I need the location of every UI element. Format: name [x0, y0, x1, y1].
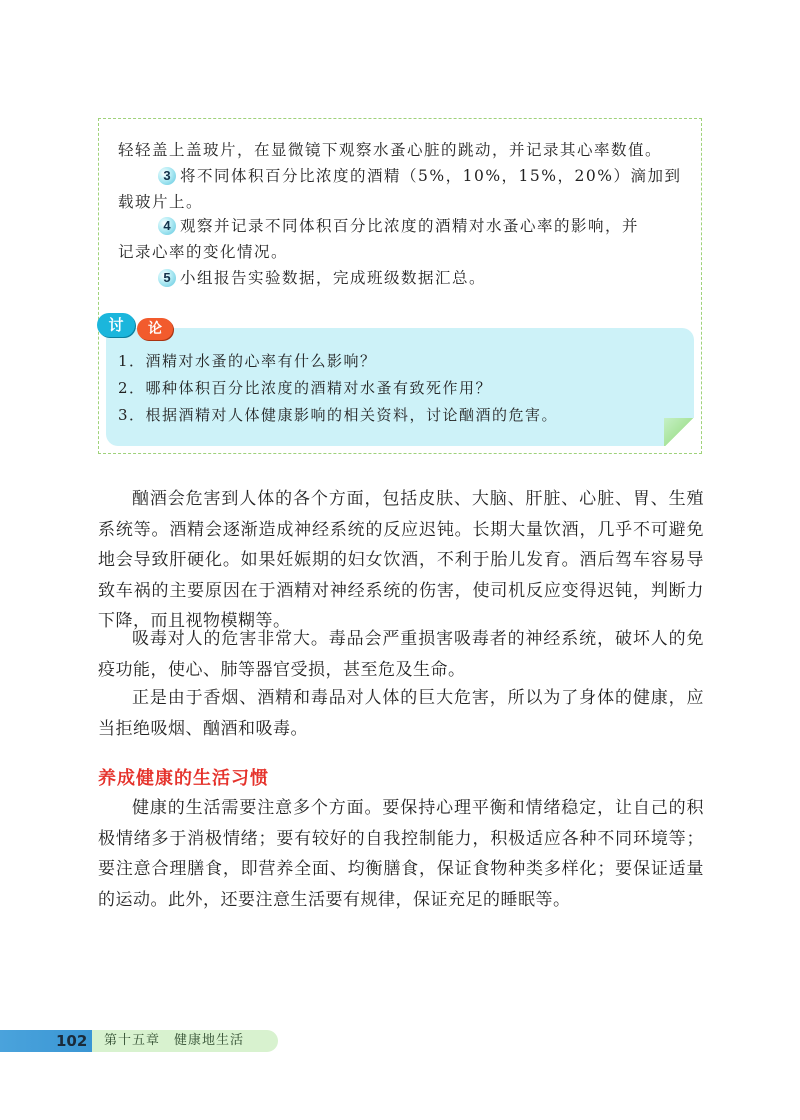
body-paragraph-drugs: 吸毒对人的危害非常大。毒品会严重损害吸毒者的神经系统，破坏人的免疫功能，使心、肺等器官受损，甚至危及生命。	[98, 629, 704, 679]
discussion-question-2: 2．哪种体积百分比浓度的酒精对水蚤有致死作用？	[118, 379, 493, 397]
discussion-question-3: 3．根据酒精对人体健康影响的相关资料，讨论酗酒的危害。	[118, 406, 559, 424]
step-number-badge: 3	[158, 167, 176, 185]
discussion-label-bubble-2: 论	[137, 318, 173, 340]
body-paragraph-conclusion: 正是由于香烟、酒精和毒品对人体的巨大危害，所以为了身体的健康，应当拒绝吸烟、酗酒和吸毒。	[98, 688, 704, 738]
page-number: 102	[56, 1032, 88, 1050]
step-number-badge: 5	[158, 269, 176, 287]
step-3-line1: 3 将不同体积百分比浓度的酒精（5%，10%，15%，20%）滴加到	[158, 164, 681, 186]
discussion-question-1: 1．酒精对水蚤的心率有什么影响？	[118, 352, 377, 370]
discussion-label-bubble-1: 讨	[97, 313, 135, 337]
section-heading: 养成健康的生活习惯	[98, 768, 269, 789]
page-fold-corner	[664, 418, 694, 446]
section-paragraph: 健康的生活需要注意多个方面。要保持心理平衡和情绪稳定，让自己的积极情绪多于消极情绪；要有较好的自我控制能力，积极适应各种不同环境等；要注意合理膳食，即营养全面、均衡膳食，保证食物种类多样化；要保证适量的运动。此外，还要注意生活要有规律，保证充足的睡眠等。	[98, 798, 704, 909]
step-4-line2: 记录心率的变化情况。	[118, 243, 289, 261]
experiment-intro-line: 轻轻盖上盖玻片，在显微镜下观察水蚤心脏的跳动，并记录其心率数值。	[118, 141, 663, 159]
step-5-line: 5 小组报告实验数据，完成班级数据汇总。	[158, 266, 486, 288]
step-4-line1: 4 观察并记录不同体积百分比浓度的酒精对水蚤心率的影响，并	[158, 214, 639, 236]
body-paragraph-alcohol: 酗酒会危害到人体的各个方面，包括皮肤、大脑、肝脏、心脏、胃、生殖系统等。酒精会逐渐造成神经系统的反应迟钝。长期大量饮酒，几乎不可避免地会导致肝硬化。如果妊娠期的妇女饮酒，不利于胎儿发育。酒后驾车容易导致车祸的主要原因在于酒精对神经系统的伤害，使司机反应变得迟钝，判断力下降，而且视物模糊等。	[98, 489, 704, 630]
chapter-title: 第十五章 健康地生活	[104, 1033, 245, 1048]
step-number-badge: 4	[158, 217, 176, 235]
step-3-line2: 载玻片上。	[118, 193, 204, 211]
